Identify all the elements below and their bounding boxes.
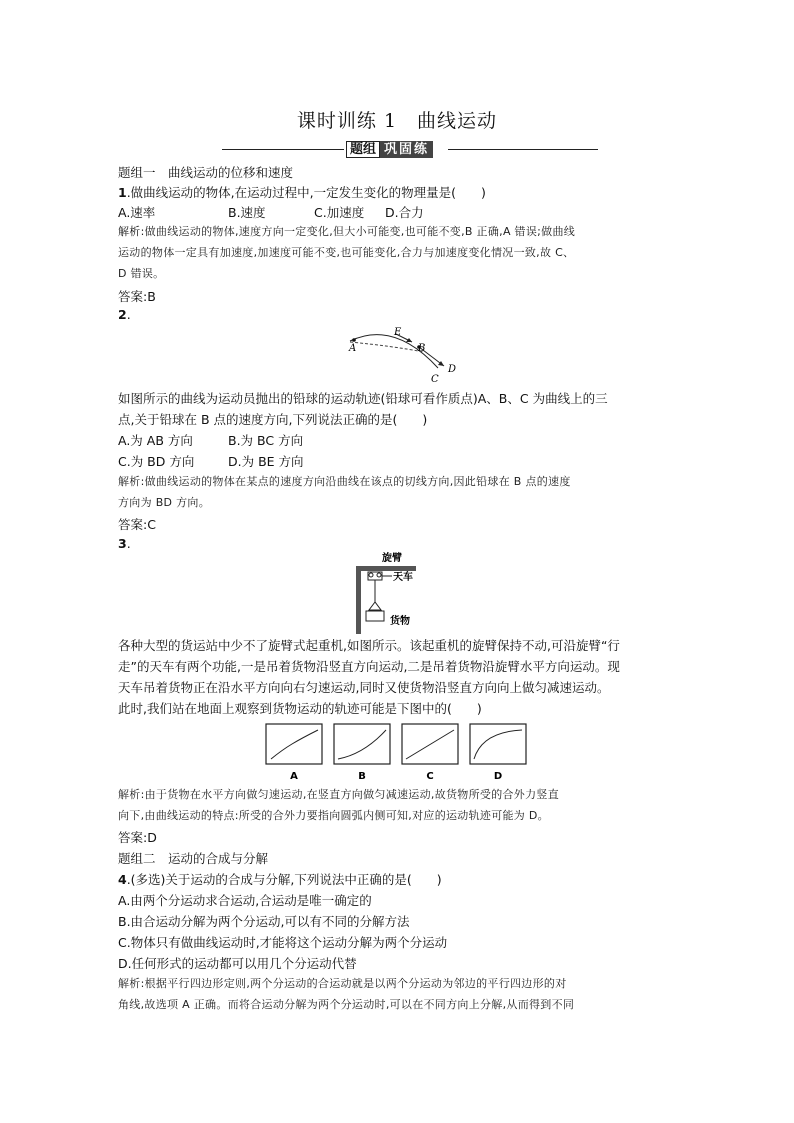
question-3-number-value: 3 — [118, 536, 127, 551]
choice-b-label: B — [358, 771, 366, 782]
choice-d-graph — [470, 724, 526, 764]
analysis-label: 解析 — [118, 475, 141, 488]
question-3-answer — [118, 828, 157, 846]
question-2-number — [118, 307, 131, 322]
page-title: 课时训练 1 曲线运动 — [296, 110, 498, 132]
choice-a-label: A — [290, 771, 298, 782]
trolley-wheel-right — [377, 573, 381, 577]
label-b: B — [418, 343, 426, 354]
question-3-stem-line-2: 走”的天车有两个功能,一是吊着货物沿竖直方向运动,二是吊着货物沿旋臂水平方向运动。现 — [118, 659, 620, 674]
group-heading-2: 题组二 运动的合成与分解 — [118, 851, 269, 866]
question-1-option-d: D.合力 — [385, 205, 424, 220]
question-3-number — [118, 536, 131, 551]
answer-value: :B — [143, 289, 156, 304]
label-car: 天车 — [393, 572, 413, 583]
question-4-text: .(多选)关于运动的合成与分解,下列说法中正确的是( ) — [126, 872, 442, 887]
answer-label: 答案 — [118, 289, 144, 304]
question-1-analysis-line-1 — [118, 223, 575, 239]
question-3-stem-line-1: 各种大型的货运站中少不了旋臂式起重机,如图所示。该起重机的旋臂保持不动,可沿旋臂“行 — [118, 638, 620, 653]
analysis-label: 解析 — [118, 977, 141, 990]
question-1-options — [118, 203, 424, 221]
choice-c-graph — [402, 724, 458, 764]
label-d: D — [448, 364, 457, 375]
question-2-number-dot: . — [126, 307, 131, 322]
cargo-box — [366, 611, 384, 621]
point-a — [352, 338, 356, 342]
label-e: E — [394, 327, 402, 338]
answer-value: :C — [143, 517, 156, 532]
question-1-number: 1 — [118, 185, 127, 200]
answer-label: 答案 — [118, 517, 144, 532]
question-2-option-b: B.为 BC 方向 — [228, 433, 304, 448]
section-banner — [222, 140, 598, 160]
choice-a-graph — [266, 724, 322, 764]
question-2-number-value: 2 — [118, 307, 127, 322]
trolley-wheel-left — [369, 573, 373, 577]
question-4-option-a: A.由两个分运动求合运动,合运动是唯一确定的 — [118, 893, 372, 908]
question-4-number: 4 — [118, 872, 127, 887]
banner-rule-left — [222, 149, 344, 150]
question-3-analysis-line-1 — [118, 786, 559, 802]
banner-label-group: 题组 — [346, 141, 380, 158]
question-2-option-c: C.为 BD 方向 — [118, 454, 195, 469]
question-4-analysis-line-1 — [118, 975, 567, 991]
choice-b-graph — [334, 724, 390, 764]
chord-ab — [350, 342, 424, 352]
answer-label: 答案 — [118, 830, 144, 845]
trajectory-choices-figure — [264, 722, 528, 784]
question-2-analysis-line-1 — [118, 473, 571, 489]
answer-value: :D — [143, 830, 157, 845]
question-3-stem-line-4: 此时,我们站在地面上观察到货物运动的轨迹可能是下图中的( ) — [118, 701, 482, 716]
choice-d-label: D — [493, 771, 503, 782]
question-4-stem — [118, 870, 442, 888]
question-1-analysis-line-2: 运动的物体一定具有加速度,加速度可能不变,也可能变化,合力与加速度变化情况一致,故 C、 — [118, 246, 575, 259]
question-1-text: .做曲线运动的物体,在运动过程中,一定发生变化的物理量是( ) — [126, 185, 486, 200]
label-c: C — [431, 374, 439, 384]
question-2-option-d: D.为 BE 方向 — [228, 454, 304, 469]
question-1-analysis-line-3: D 错误。 — [118, 267, 165, 280]
question-3-stem-line-3: 天车吊着货物正在沿水平方向向右匀速运动,同时又使货物沿竖直方向向上做匀减速运动。 — [118, 680, 610, 695]
question-1-option-b: B.速度 — [228, 205, 266, 220]
crane-figure — [352, 550, 442, 634]
banner-label-type: 巩固练 — [380, 141, 433, 158]
question-2-stem-line-2: 点,关于铅球在 B 点的速度方向,下列说法正确的是( ) — [118, 412, 428, 427]
analysis-text: :做曲线运动的物体,速度方向一定变化,但大小可能变,也可能不变,B 正确,A 错误;做曲线 — [140, 225, 576, 238]
question-2-option-a: A.为 AB 方向 — [118, 433, 193, 448]
group-heading-1: 题组一 曲线运动的位移和速度 — [118, 165, 294, 180]
banner-rule-right — [448, 149, 598, 150]
question-2-analysis-line-2: 方向为 BD 方向。 — [118, 496, 211, 509]
crane-arm — [356, 566, 416, 571]
question-1-option-c: C.加速度 — [314, 205, 365, 220]
question-1-stem — [118, 183, 486, 201]
question-1-answer — [118, 287, 156, 305]
question-4-option-c: C.物体只有做曲线运动时,才能将这个运动分解为两个分运动 — [118, 935, 448, 950]
question-2-options-row-2 — [118, 452, 304, 470]
question-4-option-d: D.任何形式的运动都可以用几个分运动代替 — [118, 956, 357, 971]
crane-column — [356, 566, 361, 634]
question-4-analysis-line-2: 角线,故选项 A 正确。而将合运动分解为两个分运动时,可以在不同方向上分解,从而得到不同 — [118, 998, 575, 1011]
analysis-label: 解析 — [118, 225, 141, 238]
question-1-option-a: A.速率 — [118, 205, 156, 220]
analysis-text: :根据平行四边形定则,两个分运动的合运动就是以两个分运动为邻边的平行四边形的对 — [140, 977, 567, 990]
choice-c-label: C — [426, 771, 434, 782]
analysis-text: :由于货物在水平方向做匀速运动,在竖直方向做匀减速运动,故货物所受的合外力竖直 — [140, 788, 560, 801]
question-2-stem-line-1: 如图所示的曲线为运动员抛出的铅球的运动轨迹(铅球可看作质点)A、B、C 为曲线上的三 — [118, 391, 608, 406]
banner-label — [346, 141, 446, 158]
hook — [369, 602, 381, 610]
question-3-number-dot: . — [126, 536, 131, 551]
label-cargo: 货物 — [390, 616, 410, 627]
question-2-answer — [118, 515, 156, 533]
analysis-text: :做曲线运动的物体在某点的速度方向沿曲线在该点的切线方向,因此铅球在 B 点的速度 — [140, 475, 571, 488]
question-4-option-b: B.由合运动分解为两个分运动,可以有不同的分解方法 — [118, 914, 410, 929]
analysis-label: 解析 — [118, 788, 141, 801]
label-a: A — [349, 343, 357, 354]
question-2-options-row-1 — [118, 431, 303, 449]
question-3-analysis-line-2: 向下,由曲线运动的特点:所受的合外力要指向圆弧内侧可知,对应的运动轨迹可能为 D。 — [118, 809, 549, 822]
shot-trajectory-figure — [334, 322, 464, 384]
label-arm: 旋臂 — [382, 553, 402, 564]
